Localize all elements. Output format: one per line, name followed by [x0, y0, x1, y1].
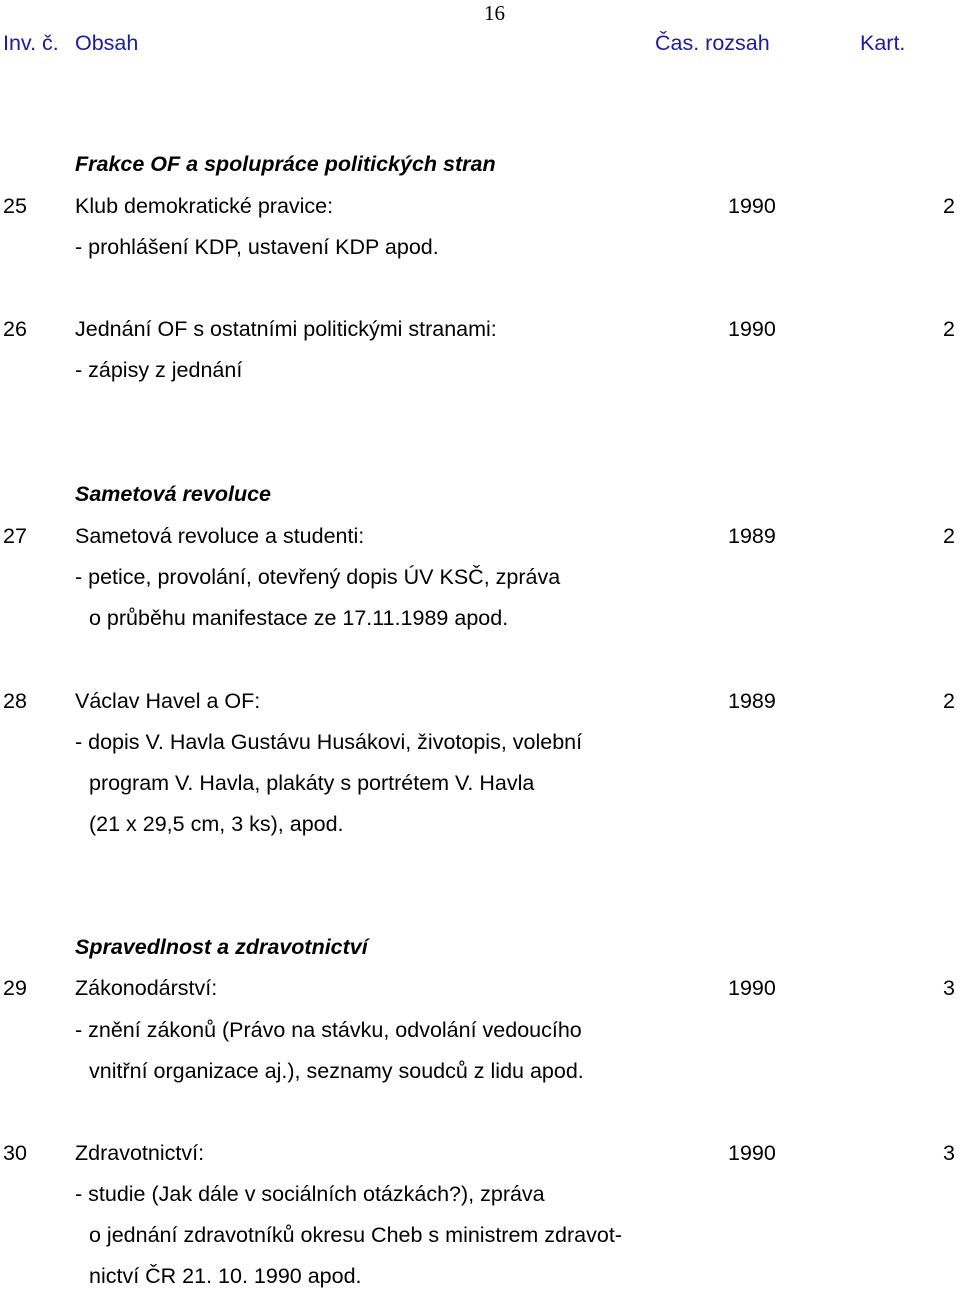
- entry-title: Jednání OF s ostatními politickými stranami:: [75, 317, 497, 341]
- header-cartons: Kart.: [860, 31, 906, 55]
- entry-cartons: 2: [943, 689, 955, 713]
- entry-description-line: vnitřní organizace aj.), seznamy soudců z lidu apod.: [89, 1059, 584, 1083]
- entry-year: 1989: [728, 689, 776, 713]
- entry-year: 1990: [728, 317, 776, 341]
- entry-cartons: 2: [943, 317, 955, 341]
- header-inv: Inv. č.: [3, 31, 59, 55]
- inventory-number: 30: [3, 1141, 27, 1165]
- entry-description-line: - dopis V. Havla Gustávu Husákovi, životopis, volební: [75, 730, 583, 754]
- entry-title: Sametová revoluce a studenti:: [75, 524, 365, 548]
- entry-year: 1989: [728, 524, 776, 548]
- header-content: Obsah: [75, 31, 139, 55]
- entry-title: Zdravotnictví:: [75, 1141, 205, 1165]
- inventory-number: 25: [3, 194, 27, 218]
- entry-description-line: - zápisy z jednání: [75, 358, 243, 382]
- inventory-number: 28: [3, 689, 27, 713]
- entry-description-line: - prohlášení KDP, ustavení KDP apod.: [75, 235, 439, 259]
- entry-description-line: program V. Havla, plakáty s portrétem V. Havla: [89, 771, 535, 795]
- entry-title: Václav Havel a OF:: [75, 689, 261, 713]
- inventory-number: 29: [3, 976, 27, 1000]
- entry-cartons: 2: [943, 524, 955, 548]
- entry-description-line: o průběhu manifestace ze 17.11.1989 apod.: [89, 606, 509, 630]
- section-title: Frakce OF a spolupráce politických stran: [75, 152, 496, 176]
- inventory-number: 27: [3, 524, 27, 548]
- entry-title: Zákonodárství:: [75, 976, 218, 1000]
- section-title: Sametová revoluce: [75, 482, 271, 506]
- entry-cartons: 3: [943, 976, 955, 1000]
- entry-year: 1990: [728, 194, 776, 218]
- section-title: Spravedlnost a zdravotnictví: [75, 935, 368, 959]
- entry-description-line: - petice, provolání, otevřený dopis ÚV KSČ, zpráva: [75, 565, 561, 589]
- entry-description-line: o jednání zdravotníků okresu Cheb s ministrem zdravot-: [89, 1223, 622, 1247]
- entry-description-line: nictví ČR 21. 10. 1990 apod.: [89, 1264, 362, 1288]
- entry-description-line: - znění zákonů (Právo na stávku, odvolání vedoucího: [75, 1018, 582, 1042]
- entry-cartons: 2: [943, 194, 955, 218]
- inventory-number: 26: [3, 317, 27, 341]
- entry-description-line: - studie (Jak dále v sociálních otázkách?), zpráva: [75, 1182, 545, 1206]
- entry-cartons: 3: [943, 1141, 955, 1165]
- header-time-range: Čas. rozsah: [655, 31, 770, 55]
- entry-title: Klub demokratické pravice:: [75, 194, 334, 218]
- entry-year: 1990: [728, 976, 776, 1000]
- entry-year: 1990: [728, 1141, 776, 1165]
- page-number: 16: [484, 1, 505, 25]
- entry-description-line: (21 x 29,5 cm, 3 ks), apod.: [89, 812, 344, 836]
